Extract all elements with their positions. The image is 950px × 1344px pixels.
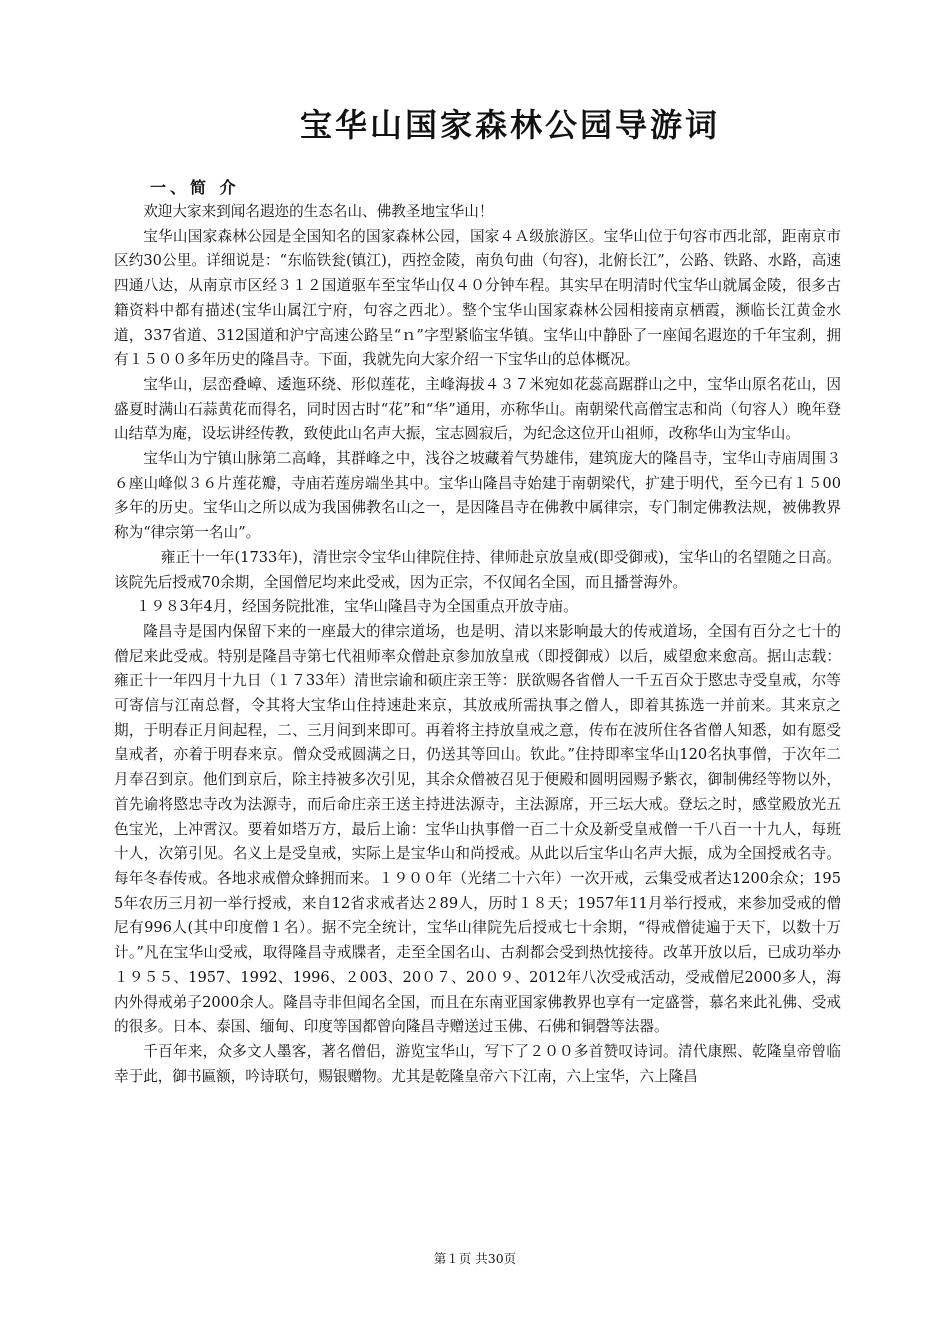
paragraph: 宝华山，层峦叠嶂、逶迤环绕、形似莲花，主峰海拔４３７米宛如花蕊高踞群山之中，宝华山原名花山，因盛夏时满山石蒜黄花而得名，同时因古时“花”和“华”通用，亦称华山。南朝梁代高僧宝志和尚（句容人）晚年登山结草为庵，设坛讲经传教，致使此山名声大振，宝志圆寂后，为纪念这位开山祖师，改称华山为宝华山。 xyxy=(114,375,841,443)
paragraph: 宝华山国家森林公园是全国知名的国家森林公园，国家４Ａ级旅游区。宝华山位于句容市西北部，距南京市区约30公里。详细说是：“东临铁瓮(镇江)，西控金陵，南负句曲（句容)，北俯长江”，公路、铁路、水路，高速四通八达，从南京市区经３１２国道驱车至宝华山仅４０分钟车程。其实早在明清时代宝华山就属金陵，很多古籍资料中都有描述(宝华山属江宁府，句容之西北）。整个宝华山国家森林公园相接南京栖霞，濒临长江黄金水道，337省道、312国道和沪宁高速公路呈“ｎ”字型紧临宝华镇。宝华山中静卧了一座闻名遐迩的千年宝刹，拥有１５００多年历史的隆昌寺。下面，我就先向大家介绍一下宝华山的总体概况。 xyxy=(114,227,841,369)
paragraph: 宝华山为宁镇山脉第二高峰，其群峰之中，浅谷之坡藏着气势雄伟，建筑庞大的隆昌寺，宝华山寺庙周围３６座山峰似３６片莲花瓣，寺庙若莲房端坐其中。宝华山隆昌寺始建于南朝梁代，扩建于明代，至今已有１５00多年的历史。宝华山之所以成为我国佛教名山之一，是因隆昌寺在佛教中属律宗，专门制定佛教法规，被佛教界称为“律宗第一名山”。 xyxy=(114,450,841,542)
paragraph: 千百年来，众多文人墨客，著名僧侣，游览宝华山，写下了２００多首赞叹诗词。清代康熙、乾隆皇帝曾临幸于此，御书匾额，吟诗联句，赐银赠物。尤其是乾隆皇帝六下江南，六上宝华，六上隆昌 xyxy=(114,1042,841,1085)
paragraph: 雍正十一年(1733年)，清世宗令宝华山律院住持、律师赴京放皇戒(即受御戒)，宝华山的名望随之日高。该院先后授戒70余期，全国僧尼均来此受戒，因为正宗，不仅闻名全国，而且播誉海外。 xyxy=(114,548,841,591)
document-title: 宝华山国家森林公园导游词 xyxy=(299,106,720,144)
page-footer: 第１页 共30页 xyxy=(433,1251,517,1266)
document-body xyxy=(114,200,841,1089)
paragraph: 隆昌寺是国内保留下来的一座最大的律宗道场，也是明、清以来影响最大的传戒道场，全国有百分之七十的僧尼来此受戒。特别是隆昌寺第七代祖师率众僧赴京参加放皇戒（即授御戒）以后，威望愈来愈高。据山志载：雍正十一年四月十九日（１７33年）清世宗谕和硕庄亲王等：朕欲赐各省僧人一千五百众于愍忠寺受皇戒，尔等可寄信与江南总督，令其将大宝华山住持速赴来京，其放戒所需执事之僧人，即着其拣选一并前来。其来京之期，于明春正月间起程，二、三月间到来即可。再着将主持放皇戒之意，传布在波所住各省僧人知悉，如有愿受皇戒者，亦着于明春来京。僧众受戒圆满之日，仍送其等回山。钦此。”住持即率宝华山120名执事僧，于次年二月奉召到京。他们到京后，除主持被多次引见，其余众僧被召见于便殿和圆明园赐予紫衣，御制佛经等物以外，首先谕将愍忠寺改为法源寺，而后命庄亲王送主持进法源寺，主法源席，开三坛大戒。登坛之时，感堂殿放光五色宝光，上冲霄汉。要着如塔万方，最后上谕：宝华山执事僧一百二十众及新受皇戒僧一千八百一十九人，每班十人，次第引见。名义上是受皇戒，实际上是宝华山和尚授戒。从此以后宝华山名声大振，成为全国授戒名寺。每年冬春传戒。各地求戒僧众蜂拥而来。１９００年（光绪二十六年）一次开戒，云集受戒者达1200余众；1955年农历三月初一举行授戒，来自12省求戒者达２89人，历时１８天；1957年11月举行授戒，来参加受戒的僧尼有996人(其中印度僧１名）。据不完全统计，宝华山律院先后授戒七十余期，“得戒僧徒遍于天下，以数十万计。”凡在宝华山受戒，取得隆昌寺戒牒者，走至全国名山、古刹都会受到热忱接待。改革开放以后，已成功举办 １９５５、1957、1992、1996、２003、20０７、20０９、2012年八次受戒活动，受戒僧尼2000多人，海内外得戒弟子2000余人。隆昌寺非但闻名全国，而且在东南亚国家佛教界也享有一定盛誉，慕名来此礼佛、受戒的很多。日本、泰国、缅甸、印度等国都曾向隆昌寺赠送过玉佛、石佛和铜磬等法器。 xyxy=(114,622,841,1036)
paragraph: １９８3年4月，经国务院批准，宝华山隆昌寺为全国重点开放寺庙。 xyxy=(135,598,578,616)
paragraph: 欢迎大家来到闻名遐迩的生态名山、佛教圣地宝华山！ xyxy=(143,203,494,220)
section-heading: 一、简 介 xyxy=(150,178,240,197)
